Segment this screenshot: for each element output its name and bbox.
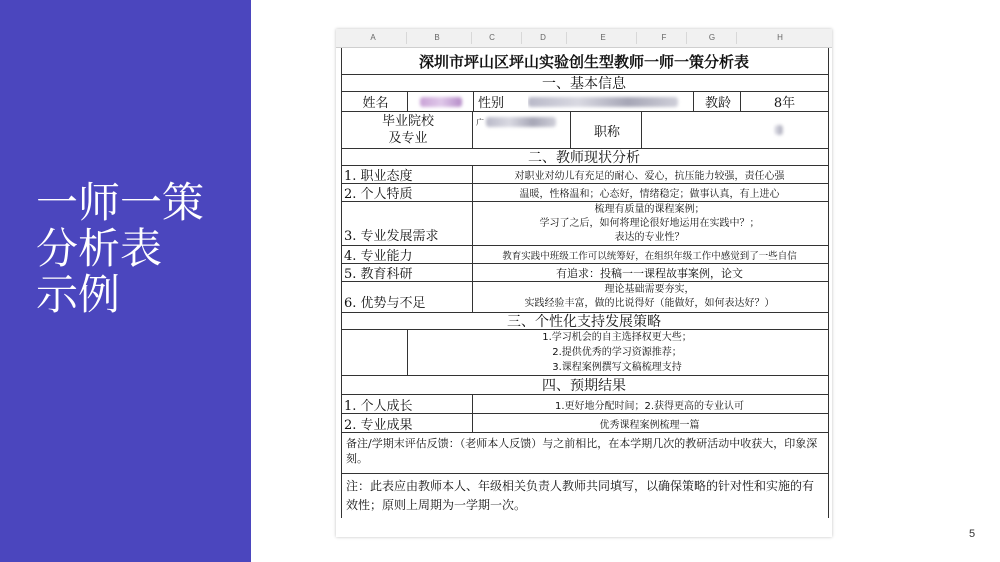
footnote: 注：此表应由教师本人、年级相关负责人教师共同填写，以确保策略的针对性和实施的有效性；原则上周期为一学期一次。 [346, 479, 815, 512]
section-heading: 二、教师现状分析 [528, 150, 640, 165]
analysis-line: 实践经验丰富，做的比说得好（能做好，如何表达好？） [524, 298, 775, 309]
result-row-value: 优秀课程案例梳理一篇 [599, 419, 700, 431]
strategy-item: 1.学习机会的自主选择权更大些； [542, 332, 692, 343]
strategy-list [408, 330, 826, 375]
school-value-redacted: 广 [476, 112, 570, 148]
analysis-line: 梳理有质量的课程案例； [594, 203, 705, 215]
analysis-line: 理论基础需要夯实， [604, 284, 695, 295]
column-letter: C [489, 33, 495, 42]
school-label [342, 112, 472, 148]
page-number: 5 [969, 528, 976, 540]
analysis-row-label: 5. 教育科研 [344, 267, 413, 281]
job-title-label: 职称 [593, 124, 620, 140]
column-letter: B [434, 33, 440, 42]
spreadsheet-screenshot [336, 29, 832, 537]
column-letter: E [600, 33, 606, 42]
analysis-table [341, 48, 829, 518]
analysis-row-label: 4. 专业能力 [344, 249, 413, 263]
section-heading: 一、基本信息 [542, 76, 626, 91]
analysis-row-value: 温暖，性格温和；心态好，情绪稳定；做事认真，有上进心 [519, 189, 780, 200]
strategy-item: 2.提供优秀的学习资源推荐； [552, 347, 682, 358]
result-row-value: 1.更好地分配时间；2.获得更高的专业认可 [554, 400, 745, 412]
column-letter: A [370, 33, 376, 42]
analysis-row-label: 1. 职业态度 [344, 169, 413, 183]
section-heading: 三、个性化支持发展策略 [507, 314, 661, 329]
result-row-label: 2. 专业成果 [344, 417, 413, 432]
column-letter: D [540, 33, 546, 42]
gender-label: 性别 [478, 96, 505, 111]
strategy-item: 3.课程案例撰写文稿梳理支持 [552, 362, 682, 373]
analysis-line: 表达的专业性？ [614, 231, 685, 243]
column-letter: G [708, 33, 716, 42]
analysis-row-label: 6. 优势与不足 [344, 296, 426, 311]
table-title: 深圳市坪山区坪山实验创生型教师一师一策分析表 [418, 52, 749, 71]
column-letter: H [777, 33, 783, 42]
section-heading: 四、预期结果 [542, 378, 626, 394]
analysis-row-value [473, 202, 826, 245]
result-row-label: 1. 个人成长 [344, 398, 413, 413]
school-label-line1: 毕业院校 [381, 114, 434, 129]
remark-feedback [342, 433, 828, 469]
job-title-value-redacted [642, 112, 826, 148]
column-letter: F [661, 33, 667, 42]
teaching-years-value: 8年 [773, 96, 796, 111]
analysis-row-label: 2. 个人特质 [344, 187, 413, 201]
analysis-row-label: 3. 专业发展需求 [344, 229, 439, 244]
teaching-years-label: 教龄 [704, 96, 731, 111]
slide-title: 一师一策 分析表 示例 [36, 178, 205, 319]
analysis-row-value: 教育实践中班级工作可以统筹好，在组织年级工作中感觉到了一些自信 [502, 250, 797, 262]
name-value-redacted [408, 92, 473, 111]
remark-value: （老师本人反馈）与之前相比，在本学期几次的教研活动中收获大，印象深刻。 [346, 437, 818, 465]
gender-value-redacted [528, 92, 692, 111]
analysis-row-value: 有追求：投稿一一课程故事案例，论文 [556, 266, 743, 280]
analysis-line: 学习了之后，如何将理论很好地运用在实践中？； [539, 217, 760, 229]
name-label: 姓名 [362, 96, 389, 111]
analysis-row-value: 对职业对幼儿有充足的耐心、爱心，抗压能力较强，责任心强 [514, 171, 785, 182]
remark-label: 备注/学期末评估反馈： [346, 437, 460, 450]
column-header-bar [336, 29, 832, 48]
school-label-line2: 及专业 [388, 131, 428, 146]
analysis-row-value [473, 282, 826, 312]
